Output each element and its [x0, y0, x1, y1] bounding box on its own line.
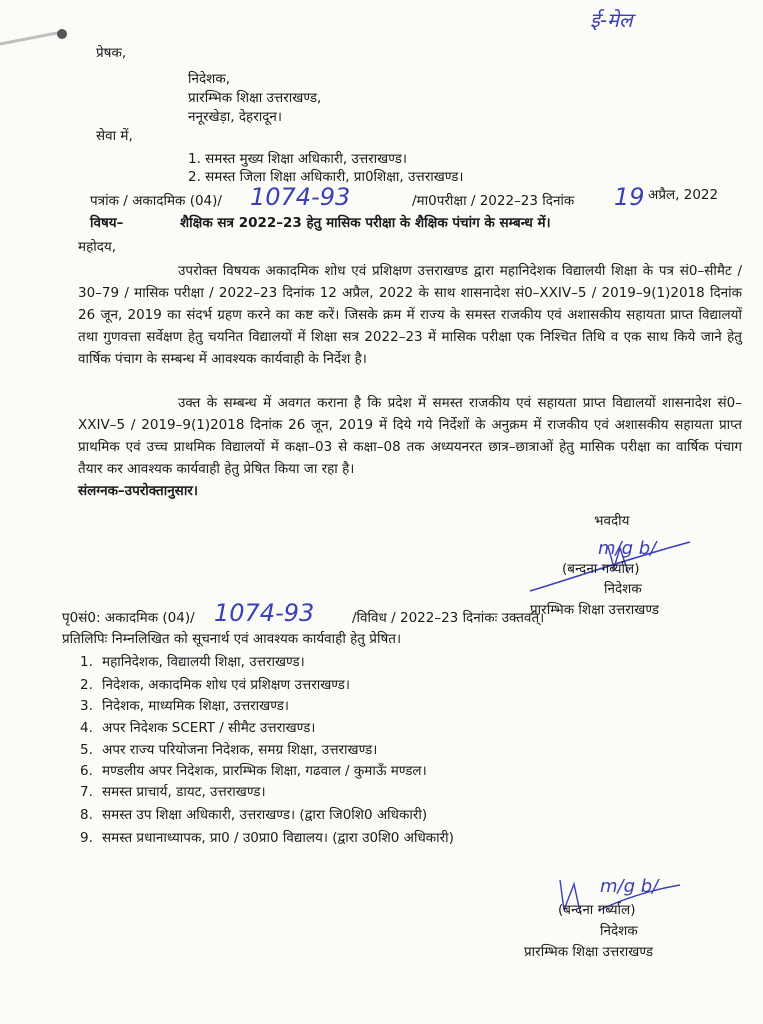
reference-suffix: /मा0परीक्षा / 2022–23 दिनांक	[412, 193, 575, 209]
sender-line: प्रारम्भिक शिक्षा उत्तराखण्ड,	[188, 90, 322, 106]
copy-ref-suffix: /विविध / 2022–23 दिनांकः उक्तवत्।	[352, 610, 545, 626]
closing: भवदीय	[594, 513, 630, 529]
reference-number: 1074-93	[250, 183, 351, 211]
signature-initials: m/g b/	[600, 876, 659, 897]
list-item: 1. महानिदेशक, विद्यालयी शिक्षा, उत्तराखण्ड।	[80, 654, 305, 670]
list-item: 6. मण्डलीय अपर निदेशक, प्रारम्भिक शिक्षा, गढवाल / कुमाऊँ मण्डल।	[80, 763, 427, 779]
signatory-name: (बन्दना गर्ब्याल)	[562, 561, 640, 577]
list-item: 4. अपर निदेशक SCERT / सीमैट उत्तराखण्ड।	[80, 720, 316, 736]
sender-line: ननूरखेड़ा, देहरादून।	[188, 109, 282, 125]
signatory-office: प्रारम्भिक शिक्षा उत्तराखण्ड	[530, 602, 659, 618]
salutation: महोदय,	[78, 239, 117, 255]
copy-intro: प्रतिलिपिः निम्नलिखित को सूचनार्थ एवं आवश्यक कार्यवाही हेतु प्रेषित।	[62, 631, 402, 647]
subject-text: शैक्षिक सत्र 2022–23 हेतु मासिक परीक्षा के शैक्षिक पंचांग के सम्बन्ध में।	[180, 215, 551, 231]
list-item: 7. समस्त प्राचार्य, डायट, उत्तराखण्ड।	[80, 784, 266, 800]
body-paragraph: उक्त के सम्बन्ध में अवगत कराना है कि प्रदेश में समस्त राजकीय एवं सहायता प्राप्त विद्यालयों शासनादेश सं0–XXIV–5 / 2019–9(1)2018 दिनांक 26 जून, 2019 में दिये गये निर्देशों के अनुक्रम में राजकीय एवं अशासकीय सहायता प्राप्त प्राथमिक एवं उच्च प्राथमिक विद्यालयों में कक्षा–03 से कक्षा–08 तक अध्ययनरत छात्र–छात्राओं हेतु मासिक परीक्षा का वार्षिक पंचाग तैयार कर आवश्यक कार्यवाही हेतु प्रेषित किया जा रहा है।	[78, 395, 742, 477]
signatory-office: प्रारम्भिक शिक्षा उत्तराखण्ड	[524, 944, 653, 960]
sender-label: प्रेषक,	[96, 45, 127, 61]
signatory-title: निदेशक	[604, 581, 642, 597]
subject-label: विषय–	[90, 215, 124, 231]
signature-initials: m/g b/	[598, 538, 657, 559]
signatory-name: (बन्दना गर्ब्याल)	[558, 902, 636, 918]
email-note: ई-मेल	[590, 8, 633, 32]
reference-prefix: पत्रांक / अकादमिक (04)/	[90, 193, 222, 209]
list-item: 9. समस्त प्रधानाध्यापक, प्रा0 / उ0प्रा0 विद्यालय। (द्वारा उ0शि0 अधिकारी)	[80, 830, 454, 846]
list-item: 2. निदेशक, अकादमिक शोध एवं प्रशिक्षण उत्तराखण्ड।	[80, 677, 351, 693]
enclosure-note: संलग्नक–उपरोक्तानुसार।	[78, 483, 198, 499]
list-item: 3. निदेशक, माध्यमिक शिक्षा, उत्तराखण्ड।	[80, 698, 289, 714]
recipient-line: 1. समस्त मुख्य शिक्षा अधिकारी, उत्तराखण्ड।	[188, 151, 407, 167]
copy-ref-prefix: पृ0सं0: अकादमिक (04)/	[62, 610, 195, 626]
body-paragraph: उपरोक्त विषयक अकादमिक शोध एवं प्रशिक्षण उत्तराखण्ड द्वारा महानिदेशक विद्यालयी शिक्षा के पत्र सं0–सीमैट / 30–79 / मासिक परीक्षा / 2022–23 दिनांक 12 अप्रैल, 2022 के साथ शासनादेश सं0–XXIV–5 / 2019–9(1)2018 दिनांक 26 जून, 2019 का संदर्भ ग्रहण करने का कष्ट करें। जिसके क्रम में राज्य के समस्त राजकीय एवं अशासकीय सहायता प्राप्त विद्यालयों तथा गुणवत्ता सर्वेक्षण हेतु चयनित विद्यालयों में शिक्षा सत्र 2022–23 में मासिक परीक्षा एक निश्चित तिथि व एक साथ किये जाने हेतु वार्षिक पंचाग के सम्बन्ध में आवश्यक कार्यवाही के निर्देश है।	[78, 263, 742, 367]
list-item: 5. अपर राज्य परियोजना निदेशक, समग्र शिक्षा, उत्तराखण्ड।	[80, 742, 378, 758]
punch-mark	[0, 22, 80, 52]
copy-ref-number: 1074-93	[214, 599, 315, 627]
reference-date: अप्रैल, 2022	[648, 187, 719, 203]
list-item: 8. समस्त उप शिक्षा अधिकारी, उत्तराखण्ड। (द्वारा जि0शि0 अधिकारी)	[80, 807, 428, 823]
recipient-label: सेवा में,	[96, 128, 133, 144]
signatory-title: निदेशक	[600, 923, 638, 939]
sender-line: निदेशक,	[188, 71, 230, 87]
recipient-line: 2. समस्त जिला शिक्षा अधिकारी, प्रा0शिक्षा, उत्तराखण्ड।	[188, 169, 464, 185]
reference-day: 19	[614, 183, 645, 211]
